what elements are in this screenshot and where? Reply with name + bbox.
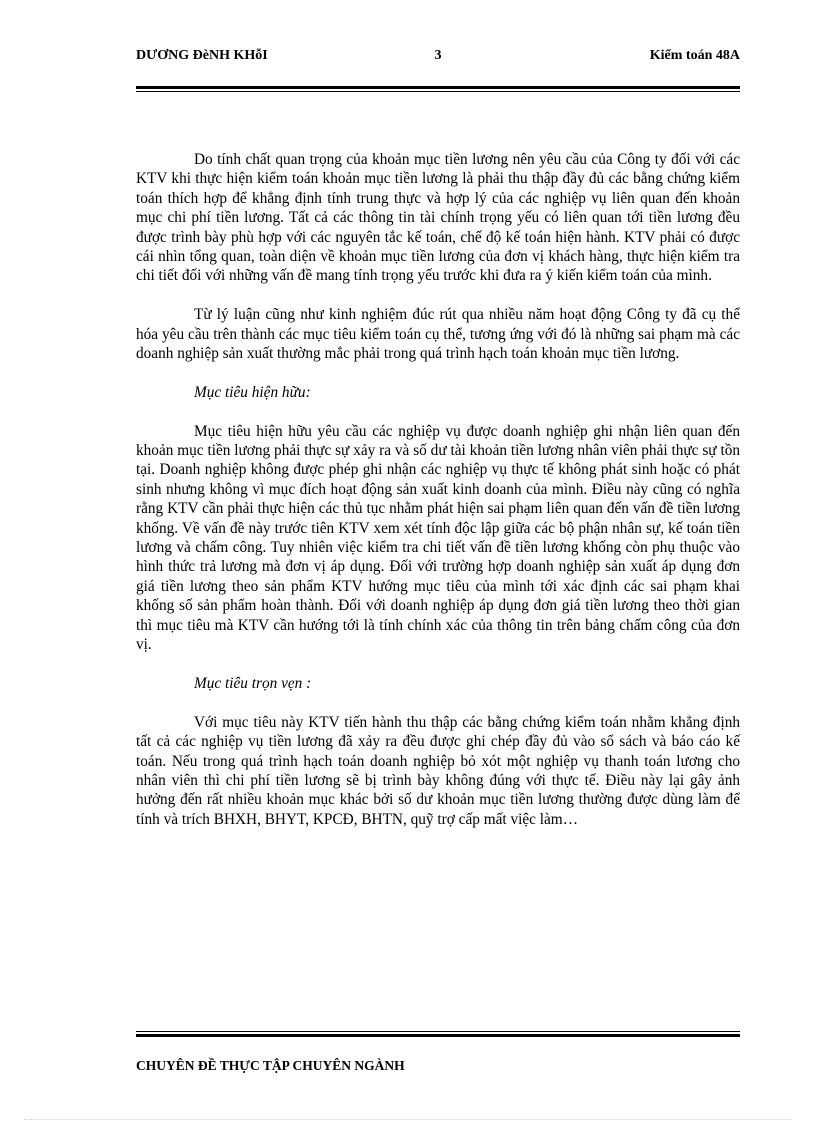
- body-text: [136, 150, 740, 829]
- subheading-existence: Mục tiêu hiện hữu:: [194, 383, 311, 401]
- footer-rule-thick: [136, 1034, 740, 1037]
- header-rule-thick: [136, 86, 740, 89]
- header-page-number: 3: [434, 48, 442, 63]
- header-class: Kiểm toán 48A: [649, 48, 740, 63]
- page-footer: CHUYÊN ĐỀ THỰC TẬP CHUYÊN NGÀNH: [136, 1058, 405, 1073]
- subheading-completeness: Mục tiêu trọn vẹn :: [194, 674, 312, 692]
- paragraph-1: Do tính chất quan trọng của khoản mục tiền lương nên yêu cầu của Công ty đối với các KTV khi thực hiện kiểm toán khoản mục tiền lương là phải thu thập đầy đủ các bằng chứng kiểm toán thích hợp để khẳng định tính trung thực và hợp lý của các nghiệp vụ liên quan đến khoản mục chi phí tiền lương. Tất cả các thông tin tài chính trọng yếu có liên quan tới tiền lương đều được trình bày phù hợp với các nguyên tắc kế toán, chế độ kế toán hiện hành. KTV phải có được cái nhìn tổng quan, toàn diện về khoản mục tiền lương của đơn vị khách hàng, thực hiện kiểm tra chi tiết đối với những vấn đề mang tính trọng yếu trước khi đưa ra ý kiến kiểm toán của mình.: [136, 151, 740, 285]
- page-edge-dotted-line: [24, 1119, 792, 1120]
- paragraph-3: Mục tiêu hiện hữu yêu cầu các nghiệp vụ được doanh nghiệp ghi nhận liên quan đến khoản mục tiền lương phải thực sự xảy ra và số dư tài khoản tiền lương nhân viên phải thực sự tồn tại. Doanh nghiệp không được phép ghi nhận các nghiệp vụ thực tế không phát sinh hoặc có phát sinh nhưng không vì mục đích hoạt động sản xuất kinh doanh của mình. Điều này cũng có nghĩa rằng KTV cần phải thực hiện các thủ tục nhằm phát hiện sai phạm liên quan đến vấn đề tiền lương khống. Về vấn đề này trước tiên KTV xem xét tính độc lập giữa các bộ phận nhân sự, kế toán tiền lương và chấm công. Tuy nhiên việc kiểm tra chi tiết vấn đề tiền lương khống còn phụ thuộc vào hình thức trả lương mà đơn vị áp dụng. Đối với trường hợp doanh nghiệp sản xuất áp dụng đơn giá tiền lương theo sản phẩm KTV hướng mục tiêu của mình tới xác định các sai phạm khai khống số sản phẩm hoàn thành. Đối với doanh nghiệp áp dụng đơn giá tiền lương theo thời gian thì mục tiêu mà KTV cần hướng tới là tính chính xác của thông tin trên bảng chấm công của đơn vị.: [136, 422, 740, 654]
- paragraph-2: Từ lý luận cũng như kinh nghiệm đúc rút qua nhiều năm hoạt động Công ty đã cụ thể hóa yêu cầu trên thành các mục tiêu kiểm toán cụ thể, tương ứng với đó là những sai phạm mà các doanh nghiệp sản xuất thường mắc phải trong quá trình hạch toán khoản mục tiền lương.: [136, 306, 740, 363]
- header-author: DƯƠNG ĐèNH KHỗI: [136, 48, 268, 63]
- footer-rule-thin: [136, 1031, 740, 1032]
- paragraph-4: Với mục tiêu này KTV tiến hành thu thập các bằng chứng kiểm toán nhằm khẳng định tất cả các nghiệp vụ tiền lương đã xảy ra đều được ghi chép đầy đủ vào sổ sách và báo cáo kế toán. Nếu trong quá trình hạch toán doanh nghiệp bỏ xót một nghiệp vụ thanh toán lương cho nhân viên thì chi phí tiền lương sẽ bị trình bày không đúng với thực tế. Điều này lại gây ảnh hưởng đến rất nhiều khoản mục khác bởi số dư khoản mục tiền lương thường được dùng làm để tính và trích BHXH, BHYT, KPCĐ, BHTN, quỹ trợ cấp mất việc làm…: [136, 713, 740, 828]
- header-rule-thin: [136, 91, 740, 92]
- page-header: [136, 48, 740, 70]
